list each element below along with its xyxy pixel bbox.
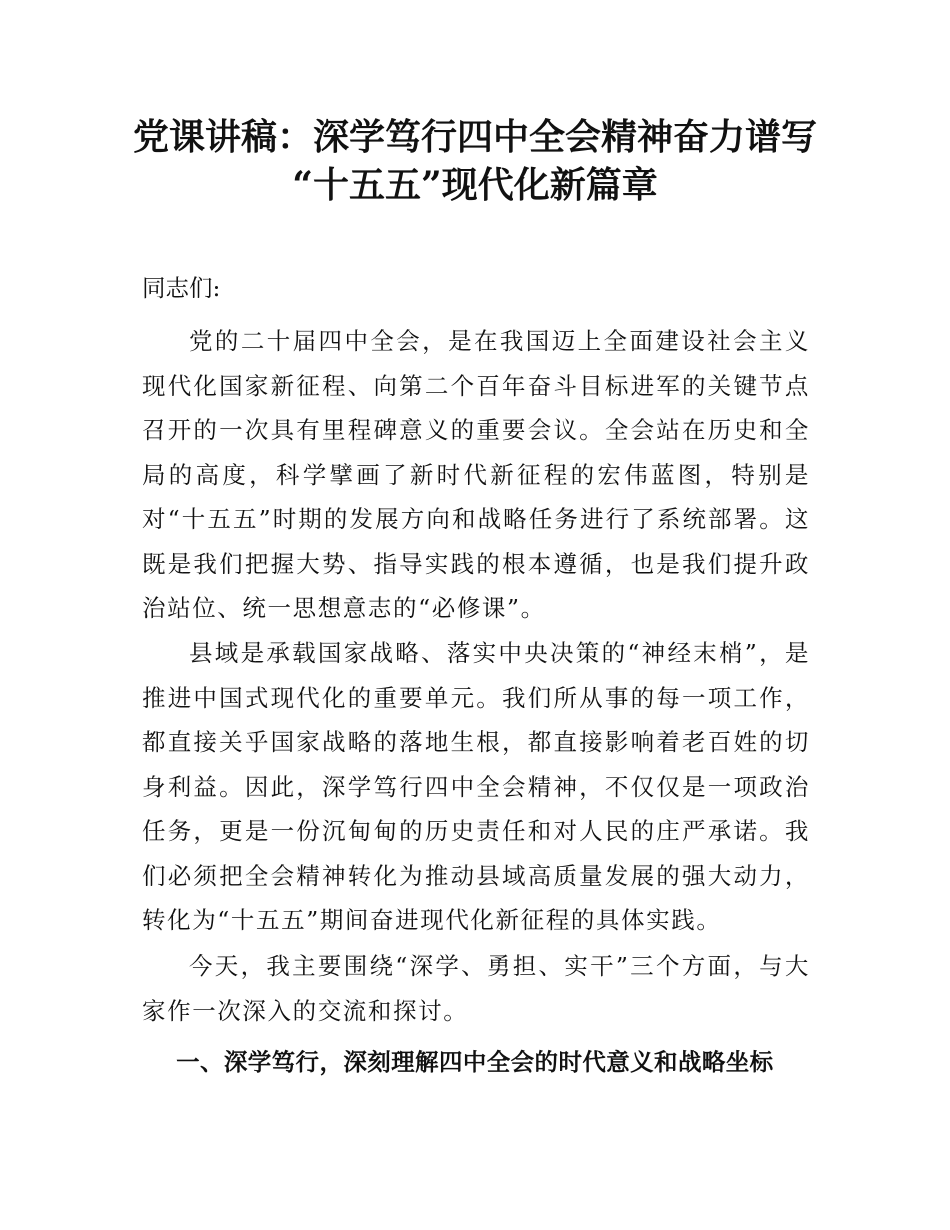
salutation: 同志们: [142,274,221,302]
paragraph-2: 县域是承载国家战略、落实中央决策的“神经末梢”，是推进中国式现代化的重要单元。我们所从事的每一项工作，都直接关乎国家战略的落地生根，都直接影响着老百姓的切身利益。因此，深学笃行四中全会精神，不仅仅是一项政治任务，更是一份沉甸甸的历史责任和对人民的庄严承诺。我们必须把全会精神转化为推动县域高质量发展的强大动力，转化为“十五五”期间奋进现代化新征程的具体实践。 [142,639,810,934]
section-heading-1: 一、深学笃行，深刻理解四中全会的时代意义和战略坐标 [176,1048,774,1076]
paragraph-1: 党的二十届四中全会，是在我国迈上全面建设社会主义现代化国家新征程、向第二个百年奋斗目标进军的关键节点召开的一次具有里程碑意义的重要会议。全会站在历史和全局的高度，科学擘画了新时代新征程的宏伟蓝图，特别是对“十五五”时期的发展方向和战略任务进行了系统部署。这既是我们把握大势、指导实践的根本遵循，也是我们提升政治站位、统一思想意志的“必修课”。 [142,327,810,622]
paragraph-3: 今天，我主要围绕“深学、勇担、实干”三个方面，与大家作一次深入的交流和探讨。 [142,952,810,1025]
document-title-line-2: “十五五”现代化新篇章 [292,164,658,206]
document-title-line-1: 党课讲稿：深学笃行四中全会精神奋力谱写 [132,116,817,158]
